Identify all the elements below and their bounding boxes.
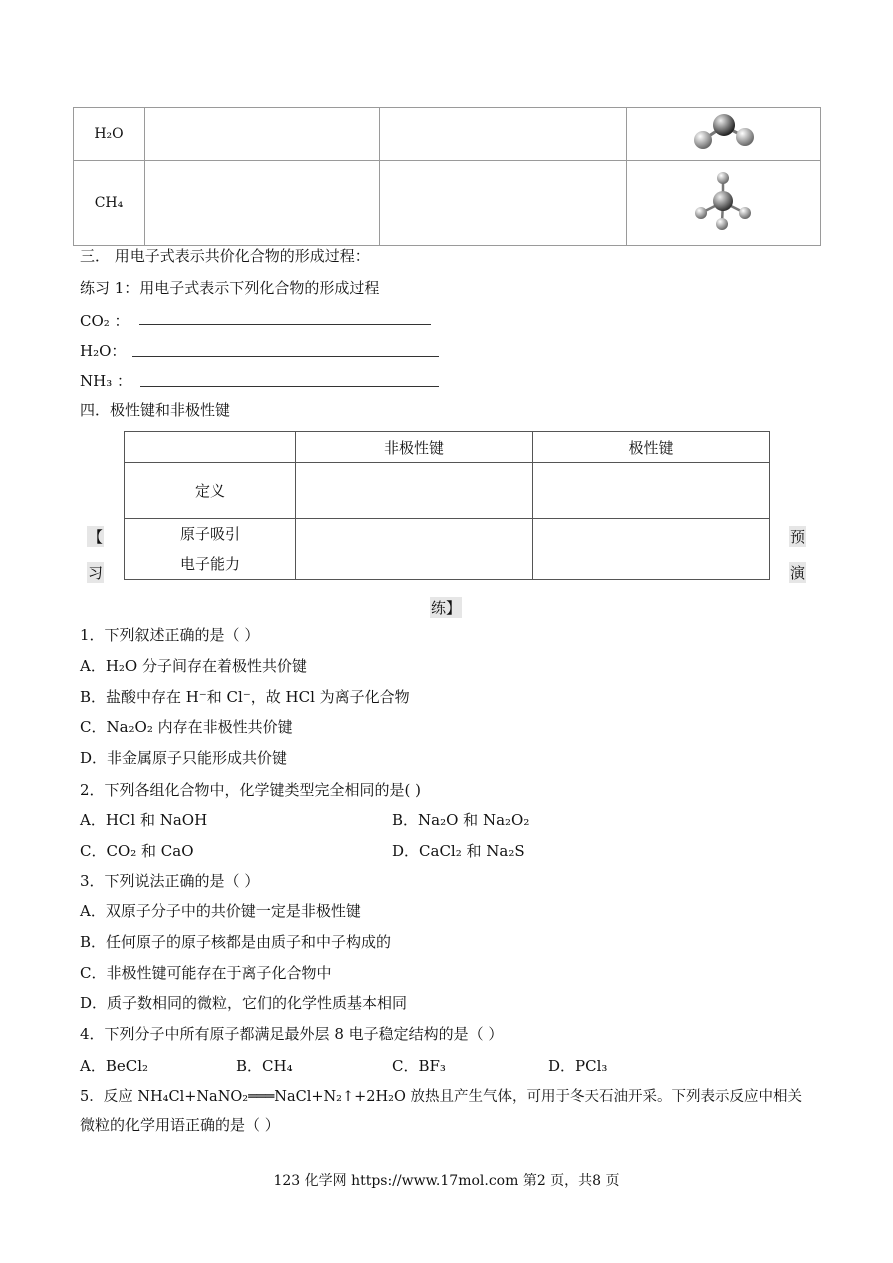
preview-char: 习	[88, 564, 104, 582]
blank-cell	[533, 519, 770, 580]
q3-option-b[interactable]: B．任何原子的原子核都是由质子和中子构成的	[80, 933, 392, 951]
q5-stem-line1: 5．反应 NH₄Cl+NaNO₂═══NaCl+N₂↑+2H₂O 放热且产生气体，可用于冬天石油开采。下列表示反应中相关	[80, 1089, 802, 1105]
answer-blank[interactable]	[139, 323, 431, 325]
preview-bracket-left: 【	[88, 528, 104, 546]
q2-stem: 2．下列各组化合物中，化学键类型完全相同的是( )	[80, 781, 422, 799]
table-row	[125, 463, 770, 519]
h2o-label: H₂O：	[80, 342, 127, 360]
header-cell: 极性键	[533, 432, 770, 463]
blank-cell	[296, 463, 533, 519]
methane-model-icon	[689, 168, 759, 234]
table-row	[125, 519, 770, 580]
q5-stem-line2: 微粒的化学用语正确的是（ ）	[80, 1116, 280, 1134]
page-footer: 123 化学网 https://www.17mol.com 第2 页，共8 页	[273, 1173, 620, 1189]
q1-option-d[interactable]: D．非金属原子只能形成共价键	[80, 749, 288, 767]
q2-option-a[interactable]: A．HCl 和 NaOH	[80, 811, 208, 829]
blank-cell	[380, 108, 627, 161]
section4-heading: 四．极性键和非极性键	[80, 401, 231, 419]
q2-option-d[interactable]: D．CaCl₂ 和 Na₂S	[392, 842, 525, 860]
row-label-line: 原子吸引	[179, 525, 240, 543]
formula-cell: CH₄	[74, 161, 145, 246]
q4-option-b[interactable]: B．CH₄	[236, 1057, 293, 1075]
preview-char: 预	[790, 528, 806, 546]
q1-option-b[interactable]: B．盐酸中存在 H⁻和 Cl⁻，故 HCl 为离子化合物	[80, 688, 410, 706]
blank-cell	[533, 463, 770, 519]
nh3-label: NH₃ ：	[80, 372, 132, 390]
q2-option-c[interactable]: C．CO₂ 和 CaO	[80, 842, 194, 860]
q4-option-d[interactable]: D．PCl₃	[548, 1057, 608, 1075]
table-row	[74, 108, 821, 161]
row-label: 定义	[125, 463, 296, 519]
q2-option-b[interactable]: B．Na₂O 和 Na₂O₂	[392, 811, 530, 829]
row-label	[125, 519, 296, 580]
q1-option-c[interactable]: C．Na₂O₂ 内存在非极性共价键	[80, 718, 293, 736]
answer-blank[interactable]	[132, 355, 439, 357]
blank-cell	[145, 161, 380, 246]
q4-stem: 4．下列分子中所有原子都满足最外层 8 电子稳定结构的是（ ）	[80, 1025, 504, 1043]
q4-option-c[interactable]: C．BF₃	[392, 1057, 446, 1075]
exercise-text: 练习 1：用电子式表示下列化合物的形成过程	[80, 279, 380, 297]
answer-blank[interactable]	[140, 385, 439, 387]
q3-option-c[interactable]: C．非极性键可能存在于离子化合物中	[80, 964, 332, 982]
q1-option-a[interactable]: A．H₂O 分子间存在着极性共价键	[80, 657, 307, 675]
blank-cell	[145, 108, 380, 161]
co2-label: CO₂ ：	[80, 312, 130, 330]
header-cell	[125, 432, 296, 463]
model-cell	[627, 108, 821, 161]
bond-table	[124, 431, 770, 580]
section3-heading: 三． 用电子式表示共价化合物的形成过程：	[80, 247, 370, 265]
water-model-icon	[689, 110, 759, 154]
q3-stem: 3．下列说法正确的是（ ）	[80, 872, 260, 890]
blank-cell	[380, 161, 627, 246]
formula-cell: H₂O	[74, 108, 145, 161]
preview-bracket-right: 练】	[431, 599, 462, 617]
q1-stem: 1．下列叙述正确的是（ ）	[80, 626, 260, 644]
model-cell	[627, 161, 821, 246]
table-row	[125, 432, 770, 463]
header-cell: 非极性键	[296, 432, 533, 463]
blank-cell	[296, 519, 533, 580]
molecule-table	[73, 107, 821, 246]
row-label-line: 电子能力	[179, 555, 240, 573]
q4-option-a[interactable]: A．BeCl₂	[80, 1057, 149, 1075]
q3-option-d[interactable]: D．质子数相同的微粒，它们的化学性质基本相同	[80, 994, 408, 1012]
preview-char: 演	[790, 564, 806, 582]
q3-option-a[interactable]: A．双原子分子中的共价键一定是非极性键	[80, 902, 361, 920]
table-row	[74, 161, 821, 246]
